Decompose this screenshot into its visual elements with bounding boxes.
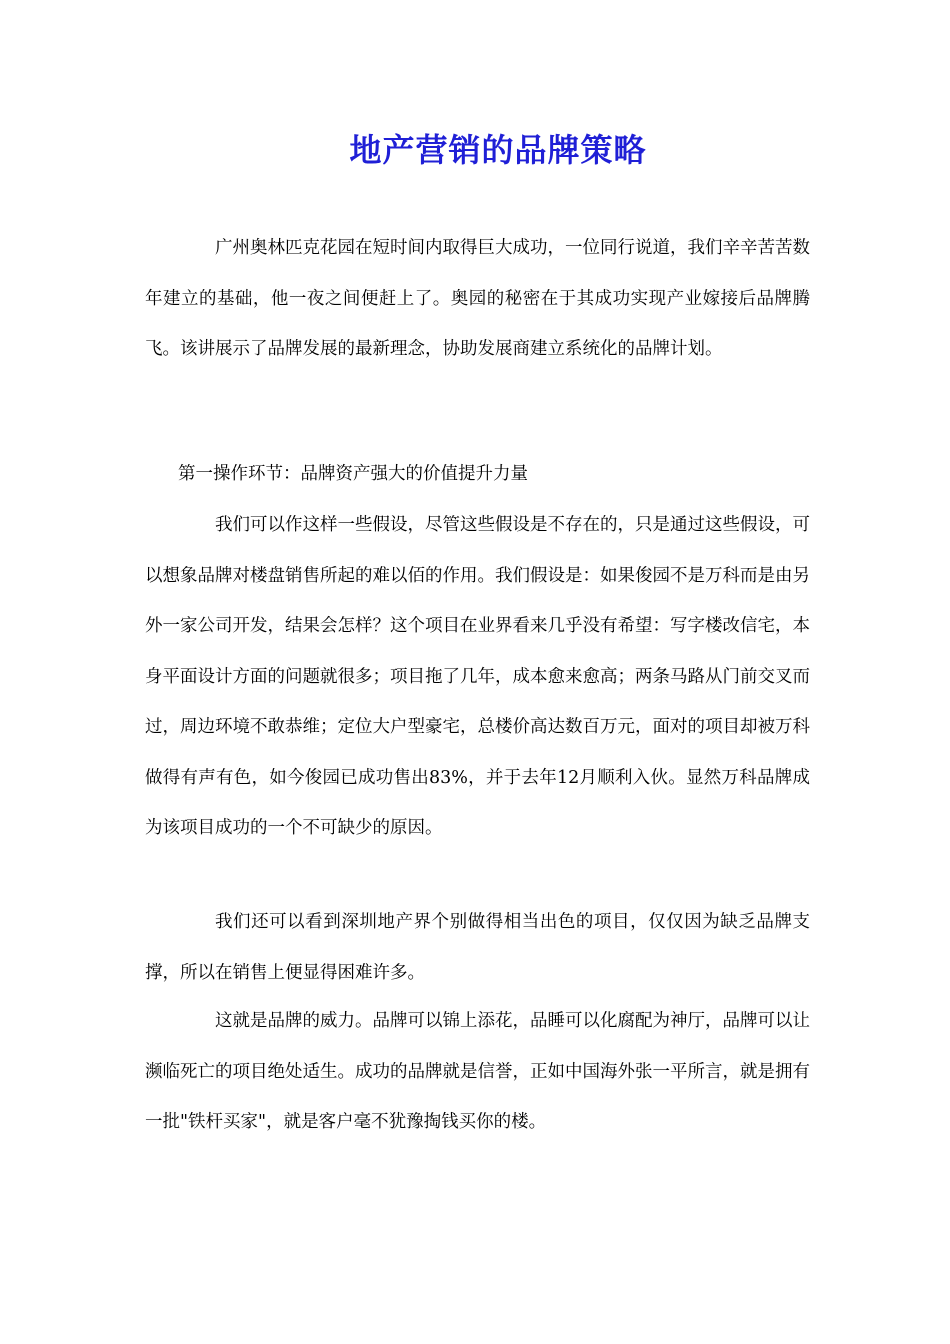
body-paragraph-1: 我们可以作这样一些假设，尽管这些假设是不存在的，只是通过这些假设，可以想象品牌对楼盘销售所起的难以佰的作用。我们假设是：如果俊园不是万科而是由另外一家公司开发，结果会怎样？这个项目在业界看来几乎没有希望：写字楼改信宅，本身平面设计方面的问题就很多；项目拖了几年，成本愈来愈高；两条马路从门前交叉而过，周边环境不敢恭维；定位大户型豪宅，总楼价高达数百万元，面对的项目却被万科做得有声有色，如今俊园已成功售出83%，并于去年12月顺利入伙。显然万科品牌成为该项目成功的一个不可缺少的原因。 xyxy=(145,515,810,838)
body-paragraph-3: 这就是品牌的威力。品牌可以锦上添花，品睡可以化腐配为神厅，品牌可以让濒临死亡的项目绝处适生。成功的品牌就是信誉，正如中国海外张一平所言，就是拥有一批"铁杆买家"，就是客户毫不犹豫掏钱买你的楼。 xyxy=(145,1011,810,1132)
intro-paragraph: 广州奥林匹克花园在短时间内取得巨大成功，一位同行说道，我们辛辛苦苦数年建立的基础，他一夜之间便赶上了。奥园的秘密在于其成功实现产业嫁接后品牌腾飞。该讲展示了品牌发展的最新理念，协助发展商建立系统化的品牌计划。 xyxy=(145,238,810,359)
section-heading: 第一操作环节：品牌资产强大的价值提升力量 xyxy=(178,464,528,484)
document-title: 地产营销的品牌策略 xyxy=(349,131,647,169)
body-paragraph-2: 我们还可以看到深圳地产界个别做得相当出色的项目，仅仅因为缺乏品牌支撑，所以在销售上便显得困难许多。 xyxy=(145,912,810,983)
